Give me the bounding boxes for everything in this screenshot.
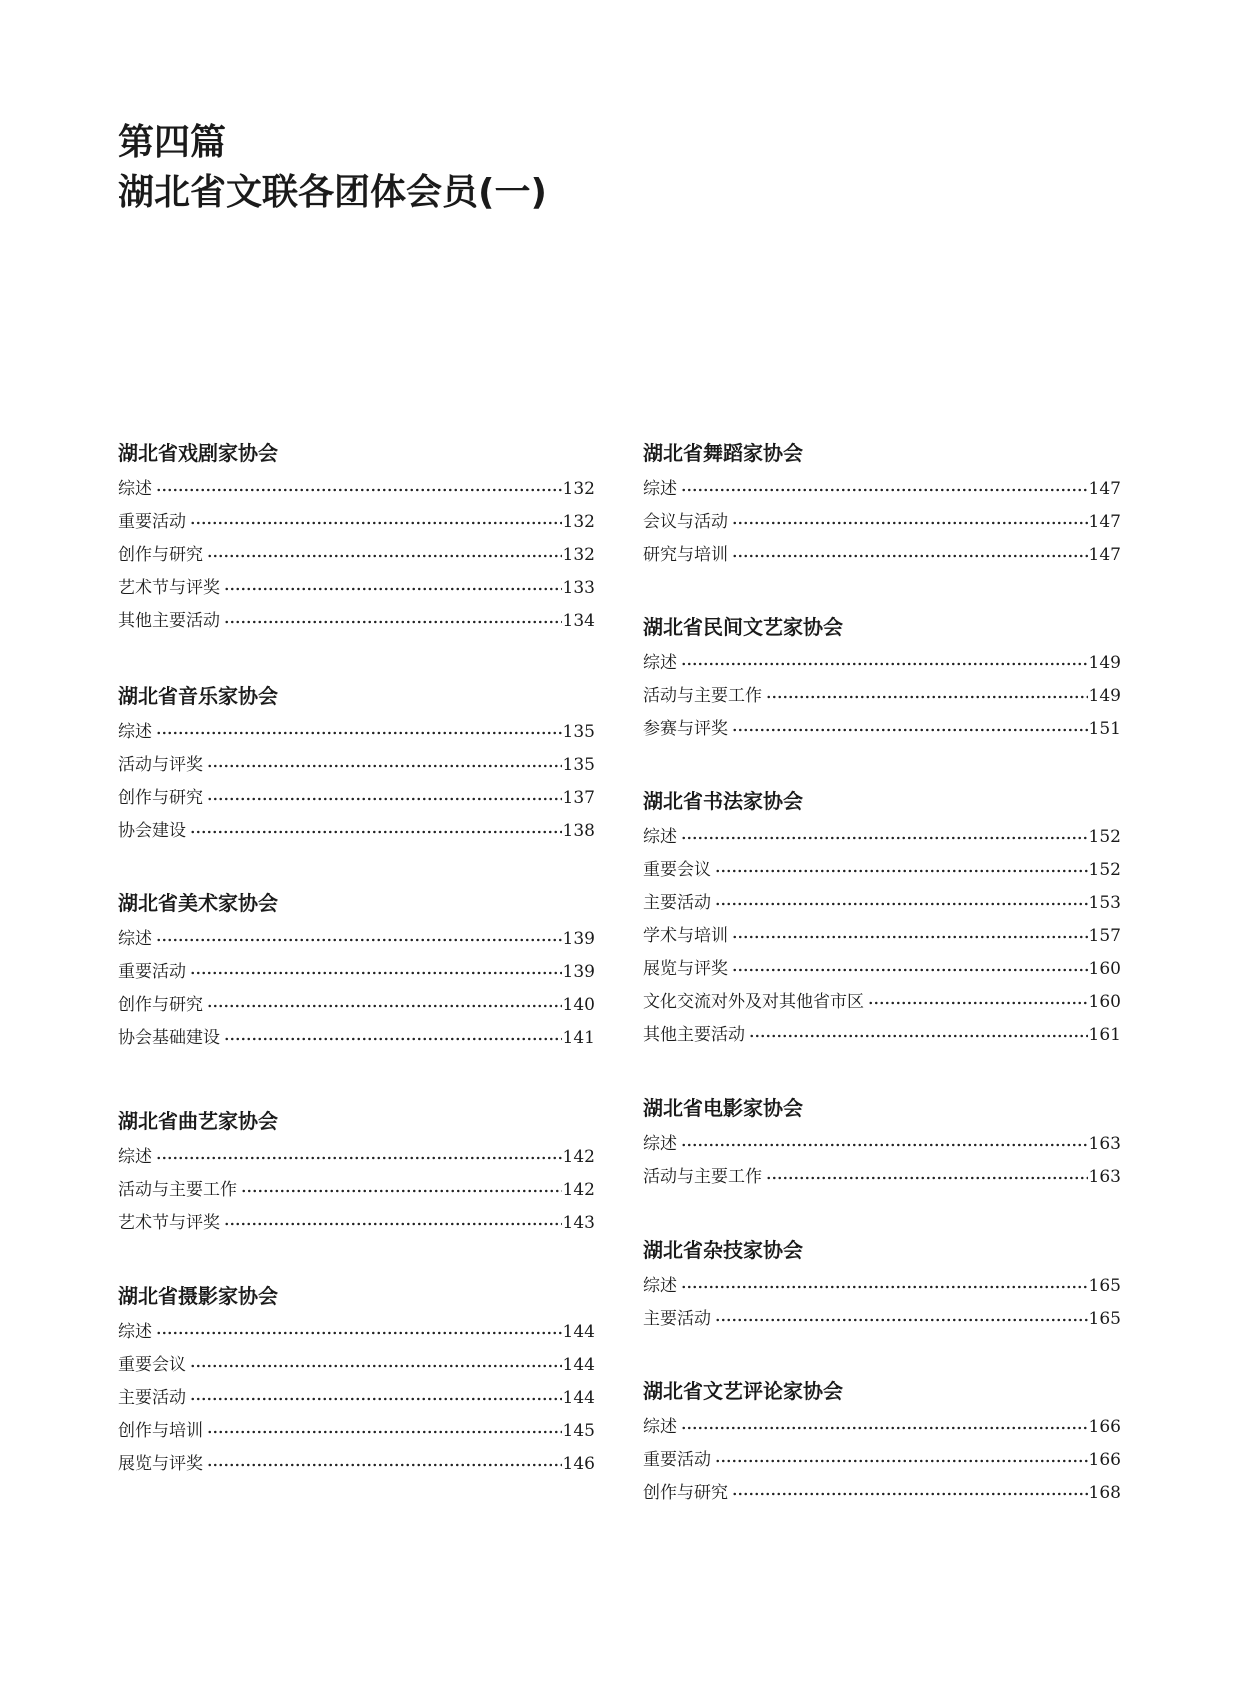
entry-label: 主要活动 xyxy=(643,1309,711,1329)
toc-entry[interactable] xyxy=(118,1179,595,1212)
entry-label: 学术与培训 xyxy=(643,926,728,946)
section-heading: 湖北省舞蹈家协会 xyxy=(643,441,803,465)
toc-entry[interactable] xyxy=(643,892,1121,925)
dot-leader xyxy=(749,1024,1088,1038)
page-number: 144 xyxy=(562,1322,595,1342)
entry-label: 综述 xyxy=(643,1276,677,1296)
toc-entry[interactable] xyxy=(643,1449,1121,1482)
dot-leader xyxy=(207,1453,562,1467)
dot-leader xyxy=(190,961,562,975)
toc-entry[interactable] xyxy=(118,1212,595,1245)
page-number: 137 xyxy=(562,788,595,808)
entry-label: 活动与评奖 xyxy=(118,755,203,775)
page-number: 166 xyxy=(1088,1450,1121,1470)
toc-entry[interactable] xyxy=(118,721,595,754)
toc-entry[interactable] xyxy=(118,1420,595,1453)
dot-leader xyxy=(868,991,1088,1005)
entry-label: 创作与研究 xyxy=(118,995,203,1015)
section-heading: 湖北省书法家协会 xyxy=(643,789,803,813)
toc-entry[interactable] xyxy=(118,1027,595,1060)
toc-section xyxy=(643,1378,1121,1515)
dot-leader xyxy=(732,925,1088,939)
part-name: 湖北省文联各团体会员(一) xyxy=(118,172,547,213)
page-number: 163 xyxy=(1088,1167,1121,1187)
toc-entry[interactable] xyxy=(643,478,1121,511)
dot-leader xyxy=(207,754,562,768)
entry-label: 综述 xyxy=(118,1147,152,1167)
toc-section xyxy=(118,1108,595,1245)
toc-section xyxy=(118,890,595,1060)
toc-entry[interactable] xyxy=(643,718,1121,751)
page-number: 138 xyxy=(562,821,595,841)
section-heading: 湖北省美术家协会 xyxy=(118,891,278,915)
entry-label: 创作与研究 xyxy=(118,788,203,808)
toc-entry[interactable] xyxy=(118,1387,595,1420)
toc-section xyxy=(118,440,595,643)
entry-label: 会议与活动 xyxy=(643,512,728,532)
page-number: 147 xyxy=(1088,479,1121,499)
toc-entry[interactable] xyxy=(118,1354,595,1387)
toc-entry[interactable] xyxy=(118,787,595,820)
dot-leader xyxy=(224,1212,562,1226)
toc-entry[interactable] xyxy=(643,925,1121,958)
toc-entry[interactable] xyxy=(643,652,1121,685)
entry-label: 参赛与评奖 xyxy=(643,719,728,739)
section-heading: 湖北省戏剧家协会 xyxy=(118,441,278,465)
toc-entry[interactable] xyxy=(643,958,1121,991)
toc-entry[interactable] xyxy=(118,928,595,961)
toc-section xyxy=(118,1283,595,1486)
entry-label: 综述 xyxy=(118,479,152,499)
entry-label: 重要会议 xyxy=(643,860,711,880)
dot-leader xyxy=(715,1449,1088,1463)
dot-leader xyxy=(681,1133,1088,1147)
page-number: 149 xyxy=(1088,653,1121,673)
toc-section xyxy=(118,683,595,853)
part-title xyxy=(118,118,547,218)
entry-label: 其他主要活动 xyxy=(643,1025,745,1045)
part-number: 第四篇 xyxy=(118,122,227,163)
page-number: 139 xyxy=(562,929,595,949)
entry-label: 综述 xyxy=(643,653,677,673)
dot-leader xyxy=(156,928,562,942)
page-number: 151 xyxy=(1088,719,1121,739)
section-heading: 湖北省民间文艺家协会 xyxy=(643,615,843,639)
dot-leader xyxy=(190,1354,562,1368)
page-number: 147 xyxy=(1088,545,1121,565)
page-number: 147 xyxy=(1088,512,1121,532)
page-number: 152 xyxy=(1088,860,1121,880)
page-number: 160 xyxy=(1088,992,1121,1012)
page-number: 144 xyxy=(562,1355,595,1375)
dot-leader xyxy=(241,1179,562,1193)
dot-leader xyxy=(156,478,562,492)
page-number: 153 xyxy=(1088,893,1121,913)
toc-entry[interactable] xyxy=(118,577,595,610)
page-number: 157 xyxy=(1088,926,1121,946)
toc-entry[interactable] xyxy=(118,1146,595,1179)
section-heading: 湖北省杂技家协会 xyxy=(643,1238,803,1262)
entry-label: 创作与研究 xyxy=(643,1483,728,1503)
dot-leader xyxy=(207,544,562,558)
toc-section xyxy=(643,1095,1121,1199)
dot-leader xyxy=(732,544,1088,558)
section-heading: 湖北省文艺评论家协会 xyxy=(643,1379,843,1403)
page-number: 165 xyxy=(1088,1276,1121,1296)
entry-label: 其他主要活动 xyxy=(118,611,220,631)
page-number: 142 xyxy=(562,1180,595,1200)
page-number: 144 xyxy=(562,1388,595,1408)
dot-leader xyxy=(156,1321,562,1335)
entry-label: 主要活动 xyxy=(643,893,711,913)
page-number: 141 xyxy=(562,1028,595,1048)
dot-leader xyxy=(207,787,562,801)
toc-entry[interactable] xyxy=(643,544,1121,577)
toc-entry[interactable] xyxy=(118,754,595,787)
dot-leader xyxy=(156,721,562,735)
dot-leader xyxy=(732,1482,1088,1496)
entry-label: 综述 xyxy=(643,479,677,499)
toc-entry[interactable] xyxy=(118,820,595,853)
toc-entry[interactable] xyxy=(643,1166,1121,1199)
page-number: 152 xyxy=(1088,827,1121,847)
toc-entry[interactable] xyxy=(118,961,595,994)
dot-leader xyxy=(681,1416,1088,1430)
page-number: 166 xyxy=(1088,1417,1121,1437)
page-number: 161 xyxy=(1088,1025,1121,1045)
toc-entry[interactable] xyxy=(118,511,595,544)
dot-leader xyxy=(190,1387,562,1401)
entry-label: 综述 xyxy=(118,1322,152,1342)
entry-label: 展览与评奖 xyxy=(118,1454,203,1474)
toc-entry[interactable] xyxy=(118,610,595,643)
toc-section xyxy=(643,1237,1121,1341)
toc-entry[interactable] xyxy=(643,859,1121,892)
page-number: 165 xyxy=(1088,1309,1121,1329)
toc-entry[interactable] xyxy=(118,1321,595,1354)
entry-label: 艺术节与评奖 xyxy=(118,578,220,598)
dot-leader xyxy=(224,577,562,591)
section-heading: 湖北省摄影家协会 xyxy=(118,1284,278,1308)
entry-label: 创作与培训 xyxy=(118,1421,203,1441)
page-number: 145 xyxy=(562,1421,595,1441)
dot-leader xyxy=(681,652,1088,666)
toc-entry[interactable] xyxy=(643,1024,1121,1057)
dot-leader xyxy=(190,511,562,525)
page-number: 140 xyxy=(562,995,595,1015)
toc-entry[interactable] xyxy=(643,826,1121,859)
toc-entry[interactable] xyxy=(643,991,1121,1024)
toc-entry[interactable] xyxy=(118,1453,595,1486)
dot-leader xyxy=(681,826,1088,840)
entry-label: 重要活动 xyxy=(643,1450,711,1470)
dot-leader xyxy=(715,859,1088,873)
dot-leader xyxy=(156,1146,562,1160)
page-number: 142 xyxy=(562,1147,595,1167)
page-number: 132 xyxy=(562,479,595,499)
section-heading: 湖北省曲艺家协会 xyxy=(118,1109,278,1133)
entry-label: 协会基础建设 xyxy=(118,1028,220,1048)
entry-label: 文化交流对外及对其他省市区 xyxy=(643,992,864,1012)
section-heading: 湖北省电影家协会 xyxy=(643,1096,803,1120)
entry-label: 主要活动 xyxy=(118,1388,186,1408)
entry-label: 重要活动 xyxy=(118,512,186,532)
page-number: 135 xyxy=(562,755,595,775)
toc-entry[interactable] xyxy=(643,1275,1121,1308)
entry-label: 活动与主要工作 xyxy=(118,1180,237,1200)
page-number: 135 xyxy=(562,722,595,742)
toc-entry[interactable] xyxy=(118,478,595,511)
entry-label: 研究与培训 xyxy=(643,545,728,565)
entry-label: 活动与主要工作 xyxy=(643,686,762,706)
entry-label: 重要活动 xyxy=(118,962,186,982)
entry-label: 综述 xyxy=(118,722,152,742)
toc-entry[interactable] xyxy=(643,685,1121,718)
toc-entry[interactable] xyxy=(643,1308,1121,1341)
toc-entry[interactable] xyxy=(643,511,1121,544)
dot-leader xyxy=(732,511,1088,525)
toc-entry[interactable] xyxy=(118,544,595,577)
page-number: 160 xyxy=(1088,959,1121,979)
toc-entry[interactable] xyxy=(118,994,595,1027)
dot-leader xyxy=(224,610,562,624)
page-number: 132 xyxy=(562,512,595,532)
entry-label: 活动与主要工作 xyxy=(643,1167,762,1187)
page-number: 149 xyxy=(1088,686,1121,706)
entry-label: 综述 xyxy=(643,1134,677,1154)
entry-label: 艺术节与评奖 xyxy=(118,1213,220,1233)
dot-leader xyxy=(715,1308,1088,1322)
toc-entry[interactable] xyxy=(643,1133,1121,1166)
entry-label: 重要会议 xyxy=(118,1355,186,1375)
dot-leader xyxy=(766,685,1088,699)
dot-leader xyxy=(207,994,562,1008)
dot-leader xyxy=(732,958,1088,972)
dot-leader xyxy=(190,820,562,834)
entry-label: 综述 xyxy=(643,827,677,847)
page-number: 133 xyxy=(562,578,595,598)
entry-label: 展览与评奖 xyxy=(643,959,728,979)
page-number: 134 xyxy=(562,611,595,631)
toc-entry[interactable] xyxy=(643,1482,1121,1515)
dot-leader xyxy=(715,892,1088,906)
page-number: 143 xyxy=(562,1213,595,1233)
dot-leader xyxy=(224,1027,562,1041)
entry-label: 创作与研究 xyxy=(118,545,203,565)
entry-label: 协会建设 xyxy=(118,821,186,841)
entry-label: 综述 xyxy=(643,1417,677,1437)
page-number: 163 xyxy=(1088,1134,1121,1154)
section-heading: 湖北省音乐家协会 xyxy=(118,684,278,708)
page-number: 146 xyxy=(562,1454,595,1474)
entry-label: 综述 xyxy=(118,929,152,949)
dot-leader xyxy=(766,1166,1088,1180)
toc-section xyxy=(643,614,1121,751)
dot-leader xyxy=(732,718,1088,732)
toc-section xyxy=(643,788,1121,1057)
dot-leader xyxy=(681,1275,1088,1289)
toc-entry[interactable] xyxy=(643,1416,1121,1449)
page-number: 132 xyxy=(562,545,595,565)
page-number: 139 xyxy=(562,962,595,982)
page-number: 168 xyxy=(1088,1483,1121,1503)
dot-leader xyxy=(681,478,1088,492)
toc-section xyxy=(643,440,1121,577)
dot-leader xyxy=(207,1420,562,1434)
